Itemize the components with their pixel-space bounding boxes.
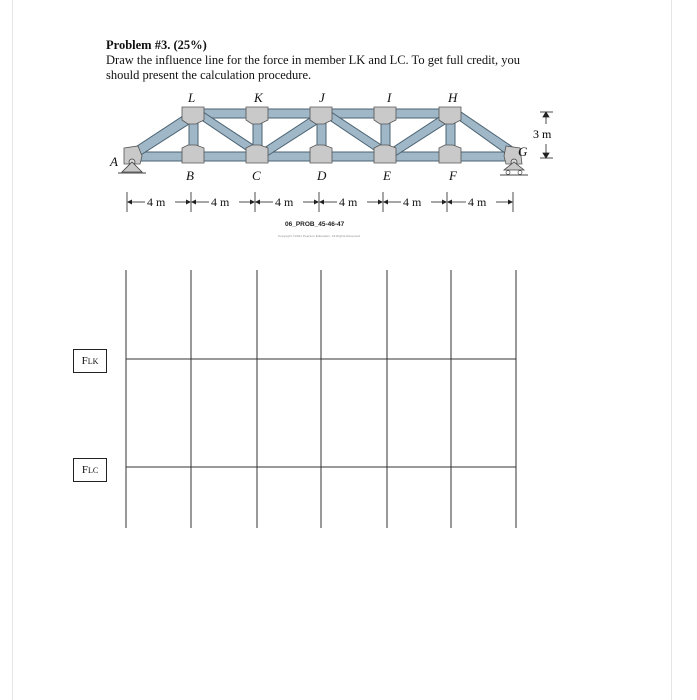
figure-caption: 06_PROB_45-46-47	[285, 221, 345, 228]
label-FLK-main: F	[81, 355, 88, 367]
node-label-E: E	[383, 168, 391, 183]
node-label-L: L	[188, 90, 196, 105]
figure-copyright: Copyright ©2021 Pearson Education, All Rights Reserved	[278, 234, 360, 238]
problem-text-line-1: Draw the influence line for the force in member LK and LC. To get full credit, you	[106, 53, 521, 67]
label-box-FLK	[73, 349, 107, 373]
node-label-F: F	[449, 168, 457, 183]
spacing-label-CD: 4 m	[275, 195, 294, 209]
node-label-G: G	[518, 144, 528, 159]
label-box-FLC	[73, 458, 107, 482]
node-label-I: I	[387, 90, 392, 105]
node-label-K: K	[254, 90, 263, 105]
node-label-H: H	[448, 90, 458, 105]
spacing-label-BC: 4 m	[211, 195, 230, 209]
spacing-label-FG: 4 m	[468, 195, 487, 209]
node-label-C: C	[252, 168, 261, 183]
height-dimension-label: 3 m	[533, 127, 552, 141]
node-label-A: A	[110, 154, 118, 169]
spacing-label-EF: 4 m	[403, 195, 422, 209]
spacing-label-DE: 4 m	[339, 195, 358, 209]
node-label-D: D	[317, 168, 327, 183]
node-label-B: B	[186, 168, 194, 183]
node-label-J: J	[319, 90, 325, 105]
label-FLC-main: F	[81, 464, 88, 476]
problem-text-line-2: should present the calculation procedure.	[106, 68, 312, 82]
label-FLC-sub: LC	[87, 465, 99, 475]
label-FLK-sub: LK	[87, 356, 99, 366]
spacing-label-AB: 4 m	[147, 195, 166, 209]
problem-heading: Problem #3. (25%)	[106, 38, 207, 52]
